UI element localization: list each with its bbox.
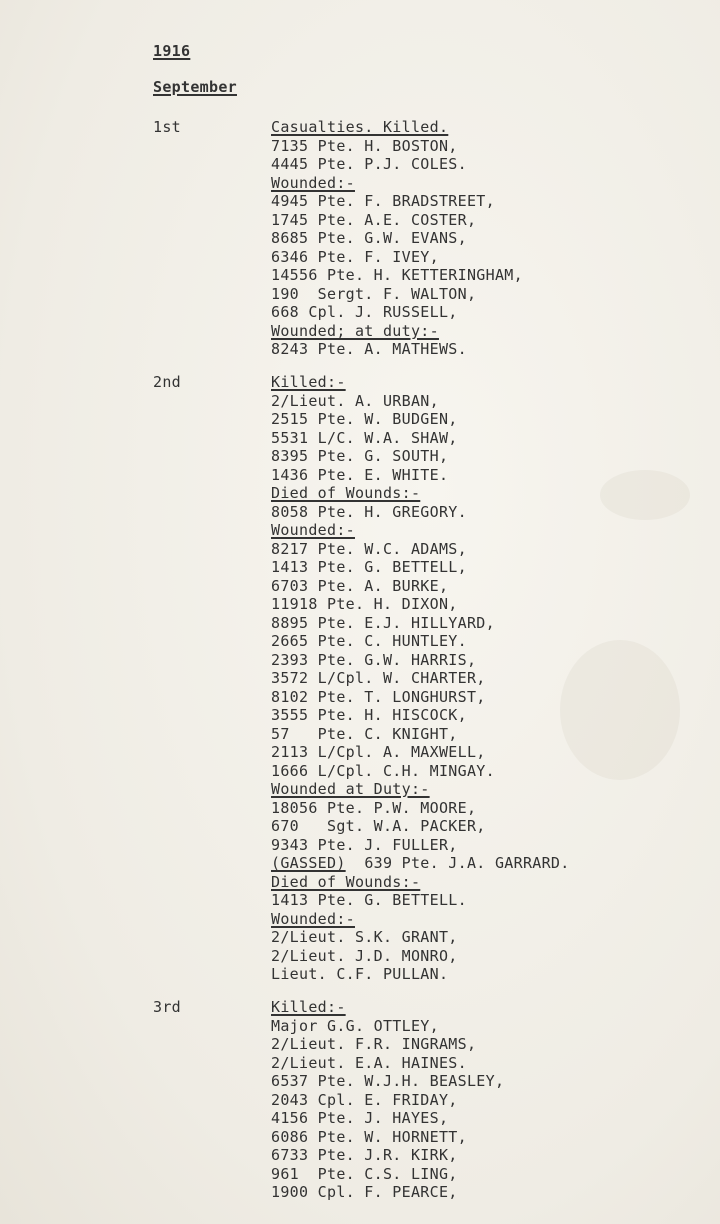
heading-line — [271, 873, 420, 891]
casualty-entry: Major G.G. OTTLEY, — [271, 1017, 439, 1035]
section-heading: (GASSED) — [271, 854, 346, 872]
section-heading: Killed:- — [271, 373, 346, 391]
heading-line — [271, 854, 570, 872]
casualty-entry: 14556 Pte. H. KETTERINGHAM, — [271, 266, 523, 284]
casualty-entry: 2515 Pte. W. BUDGEN, — [271, 410, 458, 428]
heading-line — [271, 521, 355, 539]
casualty-entry: 8243 Pte. A. MATHEWS. — [271, 340, 467, 358]
section-heading: Wounded:- — [271, 521, 355, 539]
casualty-entry: 2043 Cpl. E. FRIDAY, — [271, 1091, 458, 1109]
day-label: 3rd — [153, 998, 181, 1016]
section-heading: Casualties. Killed. — [271, 118, 449, 136]
section-heading: Died of Wounds:- — [271, 484, 421, 502]
heading-line — [271, 118, 448, 136]
casualty-entry: 2/Lieut. S.K. GRANT, — [271, 928, 458, 946]
heading-line — [271, 373, 346, 391]
casualty-entry: 2113 L/Cpl. A. MAXWELL, — [271, 743, 486, 761]
section-heading: Wounded:- — [271, 910, 355, 928]
casualty-entry: 639 Pte. J.A. GARRARD. — [345, 854, 570, 872]
casualty-entry: 2/Lieut. A. URBAN, — [271, 392, 439, 410]
casualty-entry: 961 Pte. C.S. LING, — [271, 1165, 458, 1183]
casualty-entry: 18056 Pte. P.W. MOORE, — [271, 799, 477, 817]
casualty-entry: 8058 Pte. H. GREGORY. — [271, 503, 467, 521]
casualty-entry: 8217 Pte. W.C. ADAMS, — [271, 540, 467, 558]
casualty-entry: 3572 L/Cpl. W. CHARTER, — [271, 669, 486, 687]
casualty-entry: 670 Sgt. W.A. PACKER, — [271, 817, 486, 835]
casualty-entry: 2/Lieut. E.A. HAINES. — [271, 1054, 467, 1072]
casualty-entry: 1745 Pte. A.E. COSTER, — [271, 211, 477, 229]
casualty-entry: 1666 L/Cpl. C.H. MINGAY. — [271, 762, 495, 780]
heading-line — [271, 322, 439, 340]
casualty-entry: Lieut. C.F. PULLAN. — [271, 965, 449, 983]
casualty-entry: 9343 Pte. J. FULLER, — [271, 836, 458, 854]
casualty-entry: 1900 Cpl. F. PEARCE, — [271, 1183, 458, 1201]
paper-stain — [560, 640, 680, 780]
casualty-entry: 8395 Pte. G. SOUTH, — [271, 447, 449, 465]
section-heading: Wounded at Duty:- — [271, 780, 430, 798]
casualty-entry: 7135 Pte. H. BOSTON, — [271, 137, 458, 155]
casualty-entry: 1413 Pte. G. BETTELL, — [271, 558, 467, 576]
casualty-entry: 190 Sergt. F. WALTON, — [271, 285, 477, 303]
year-heading: 1916 — [153, 42, 191, 60]
casualty-entry: 57 Pte. C. KNIGHT, — [271, 725, 458, 743]
casualty-entry: 6086 Pte. W. HORNETT, — [271, 1128, 467, 1146]
heading-line — [271, 910, 355, 928]
casualty-entry: 4945 Pte. F. BRADSTREET, — [271, 192, 495, 210]
heading-line — [271, 780, 430, 798]
casualty-entry: 2665 Pte. C. HUNTLEY. — [271, 632, 467, 650]
casualty-entry: 6703 Pte. A. BURKE, — [271, 577, 449, 595]
casualty-entry: 2393 Pte. G.W. HARRIS, — [271, 651, 477, 669]
casualty-entry: 6733 Pte. J.R. KIRK, — [271, 1146, 458, 1164]
casualty-entry: 668 Cpl. J. RUSSELL, — [271, 303, 458, 321]
paper-stain — [600, 470, 690, 520]
casualty-entry: 8685 Pte. G.W. EVANS, — [271, 229, 467, 247]
casualty-entry: 8895 Pte. E.J. HILLYARD, — [271, 614, 495, 632]
heading-line — [271, 998, 346, 1016]
section-heading: Died of Wounds:- — [271, 873, 421, 891]
section-heading: Wounded; at duty:- — [271, 322, 439, 340]
day-label: 2nd — [153, 373, 181, 391]
casualty-entry: 11918 Pte. H. DIXON, — [271, 595, 458, 613]
casualty-entry: 2/Lieut. J.D. MONRO, — [271, 947, 458, 965]
casualty-entry: 6346 Pte. F. IVEY, — [271, 248, 439, 266]
casualty-entry: 5531 L/C. W.A. SHAW, — [271, 429, 458, 447]
section-heading: Wounded:- — [271, 174, 355, 192]
casualty-entry: 4445 Pte. P.J. COLES. — [271, 155, 467, 173]
heading-line — [271, 484, 420, 502]
casualty-entry: 2/Lieut. F.R. INGRAMS, — [271, 1035, 477, 1053]
month-heading: September — [153, 78, 237, 96]
casualty-entry: 3555 Pte. H. HISCOCK, — [271, 706, 467, 724]
casualty-entry: 1413 Pte. G. BETTELL. — [271, 891, 467, 909]
casualty-entry: 8102 Pte. T. LONGHURST, — [271, 688, 486, 706]
section-heading: Killed:- — [271, 998, 346, 1016]
casualty-entry: 6537 Pte. W.J.H. BEASLEY, — [271, 1072, 505, 1090]
heading-line — [271, 174, 355, 192]
casualty-entry: 1436 Pte. E. WHITE. — [271, 466, 449, 484]
day-label: 1st — [153, 118, 181, 136]
casualty-entry: 4156 Pte. J. HAYES, — [271, 1109, 449, 1127]
